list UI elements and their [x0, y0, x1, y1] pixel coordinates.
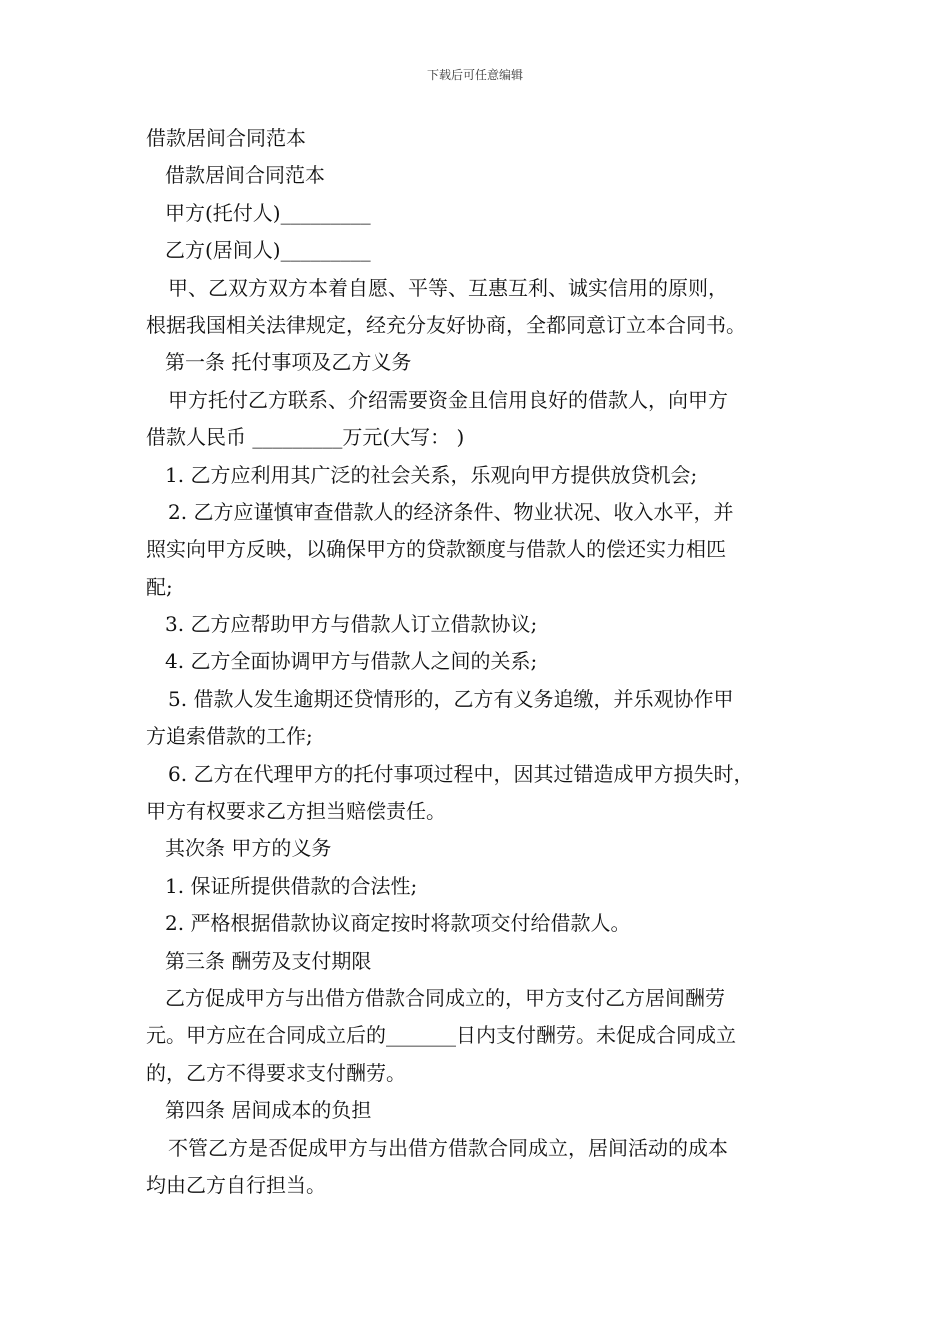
- contract-heading: 借款居间合同范本: [165, 163, 325, 188]
- party-b-line: 乙方(居间人)_________: [165, 238, 371, 263]
- list-item: 3. 乙方应帮助甲方与借款人订立借款协议;: [165, 612, 538, 637]
- list-item: 1. 乙方应利用其广泛的社会关系，乐观向甲方提供放贷机会;: [165, 462, 698, 487]
- text-line: 甲、乙双方双方本着自愿、平等、互惠互利、诚实信用的原则，: [168, 275, 728, 300]
- text-line: 方追索借款的工作;: [146, 724, 313, 749]
- list-item: 1. 保证所提供借款的合法性;: [165, 873, 418, 898]
- list-item: 6. 乙方在代理甲方的托付事项过程中，因其过错造成甲方损失时，: [168, 761, 754, 786]
- section-heading: 其次条 甲方的义务: [165, 836, 332, 861]
- party-a-line: 甲方(托付人)_________: [165, 200, 371, 225]
- text-line: 照实向甲方反映，以确保甲方的贷款额度与借款人的偿还实力相匹: [146, 537, 726, 562]
- section-heading: 第一条 托付事项及乙方义务: [165, 350, 412, 375]
- list-item: 2. 严格根据借款协议商定按时将款项交付给借款人。: [165, 911, 631, 936]
- page-header: 下载后可任意编辑: [426, 68, 523, 82]
- text-line: 乙方促成甲方与出借方借款合同成立的，甲方支付乙方居间酬劳: [165, 985, 725, 1010]
- document-title: 借款居间合同范本: [146, 126, 306, 150]
- text-line: 均由乙方自行担当。: [146, 1172, 326, 1197]
- section-heading: 第四条 居间成本的负担: [165, 1098, 372, 1123]
- text-line: 借款人民币 _________万元(大写： ): [146, 425, 465, 450]
- document-body: [146, 120, 826, 1204]
- text-line: 的，乙方不得要求支付酬劳。: [146, 1060, 406, 1085]
- list-item: 5. 借款人发生逾期还贷情形的，乙方有义务追缴，并乐观协作甲: [168, 686, 734, 711]
- list-item: 2. 乙方应谨慎审查借款人的经济条件、物业状况、收入水平，并: [168, 499, 734, 524]
- text-line: 根据我国相关法律规定，经充分友好协商，全都同意订立本合同书。: [146, 312, 746, 337]
- text-line: 不管乙方是否促成甲方与出借方借款合同成立，居间活动的成本: [168, 1135, 728, 1160]
- list-item: 4. 乙方全面协调甲方与借款人之间的关系;: [165, 649, 538, 674]
- text-line: 配;: [146, 574, 173, 599]
- text-line: 甲方托付乙方联系、介绍需要资金且信用良好的借款人，向甲方: [168, 387, 728, 412]
- text-line: 元。甲方应在合同成立后的_______日内支付酬劳。未促成合同成立: [146, 1023, 736, 1048]
- text-line: 甲方有权要求乙方担当赔偿责任。: [146, 799, 446, 824]
- section-heading: 第三条 酬劳及支付期限: [165, 948, 372, 973]
